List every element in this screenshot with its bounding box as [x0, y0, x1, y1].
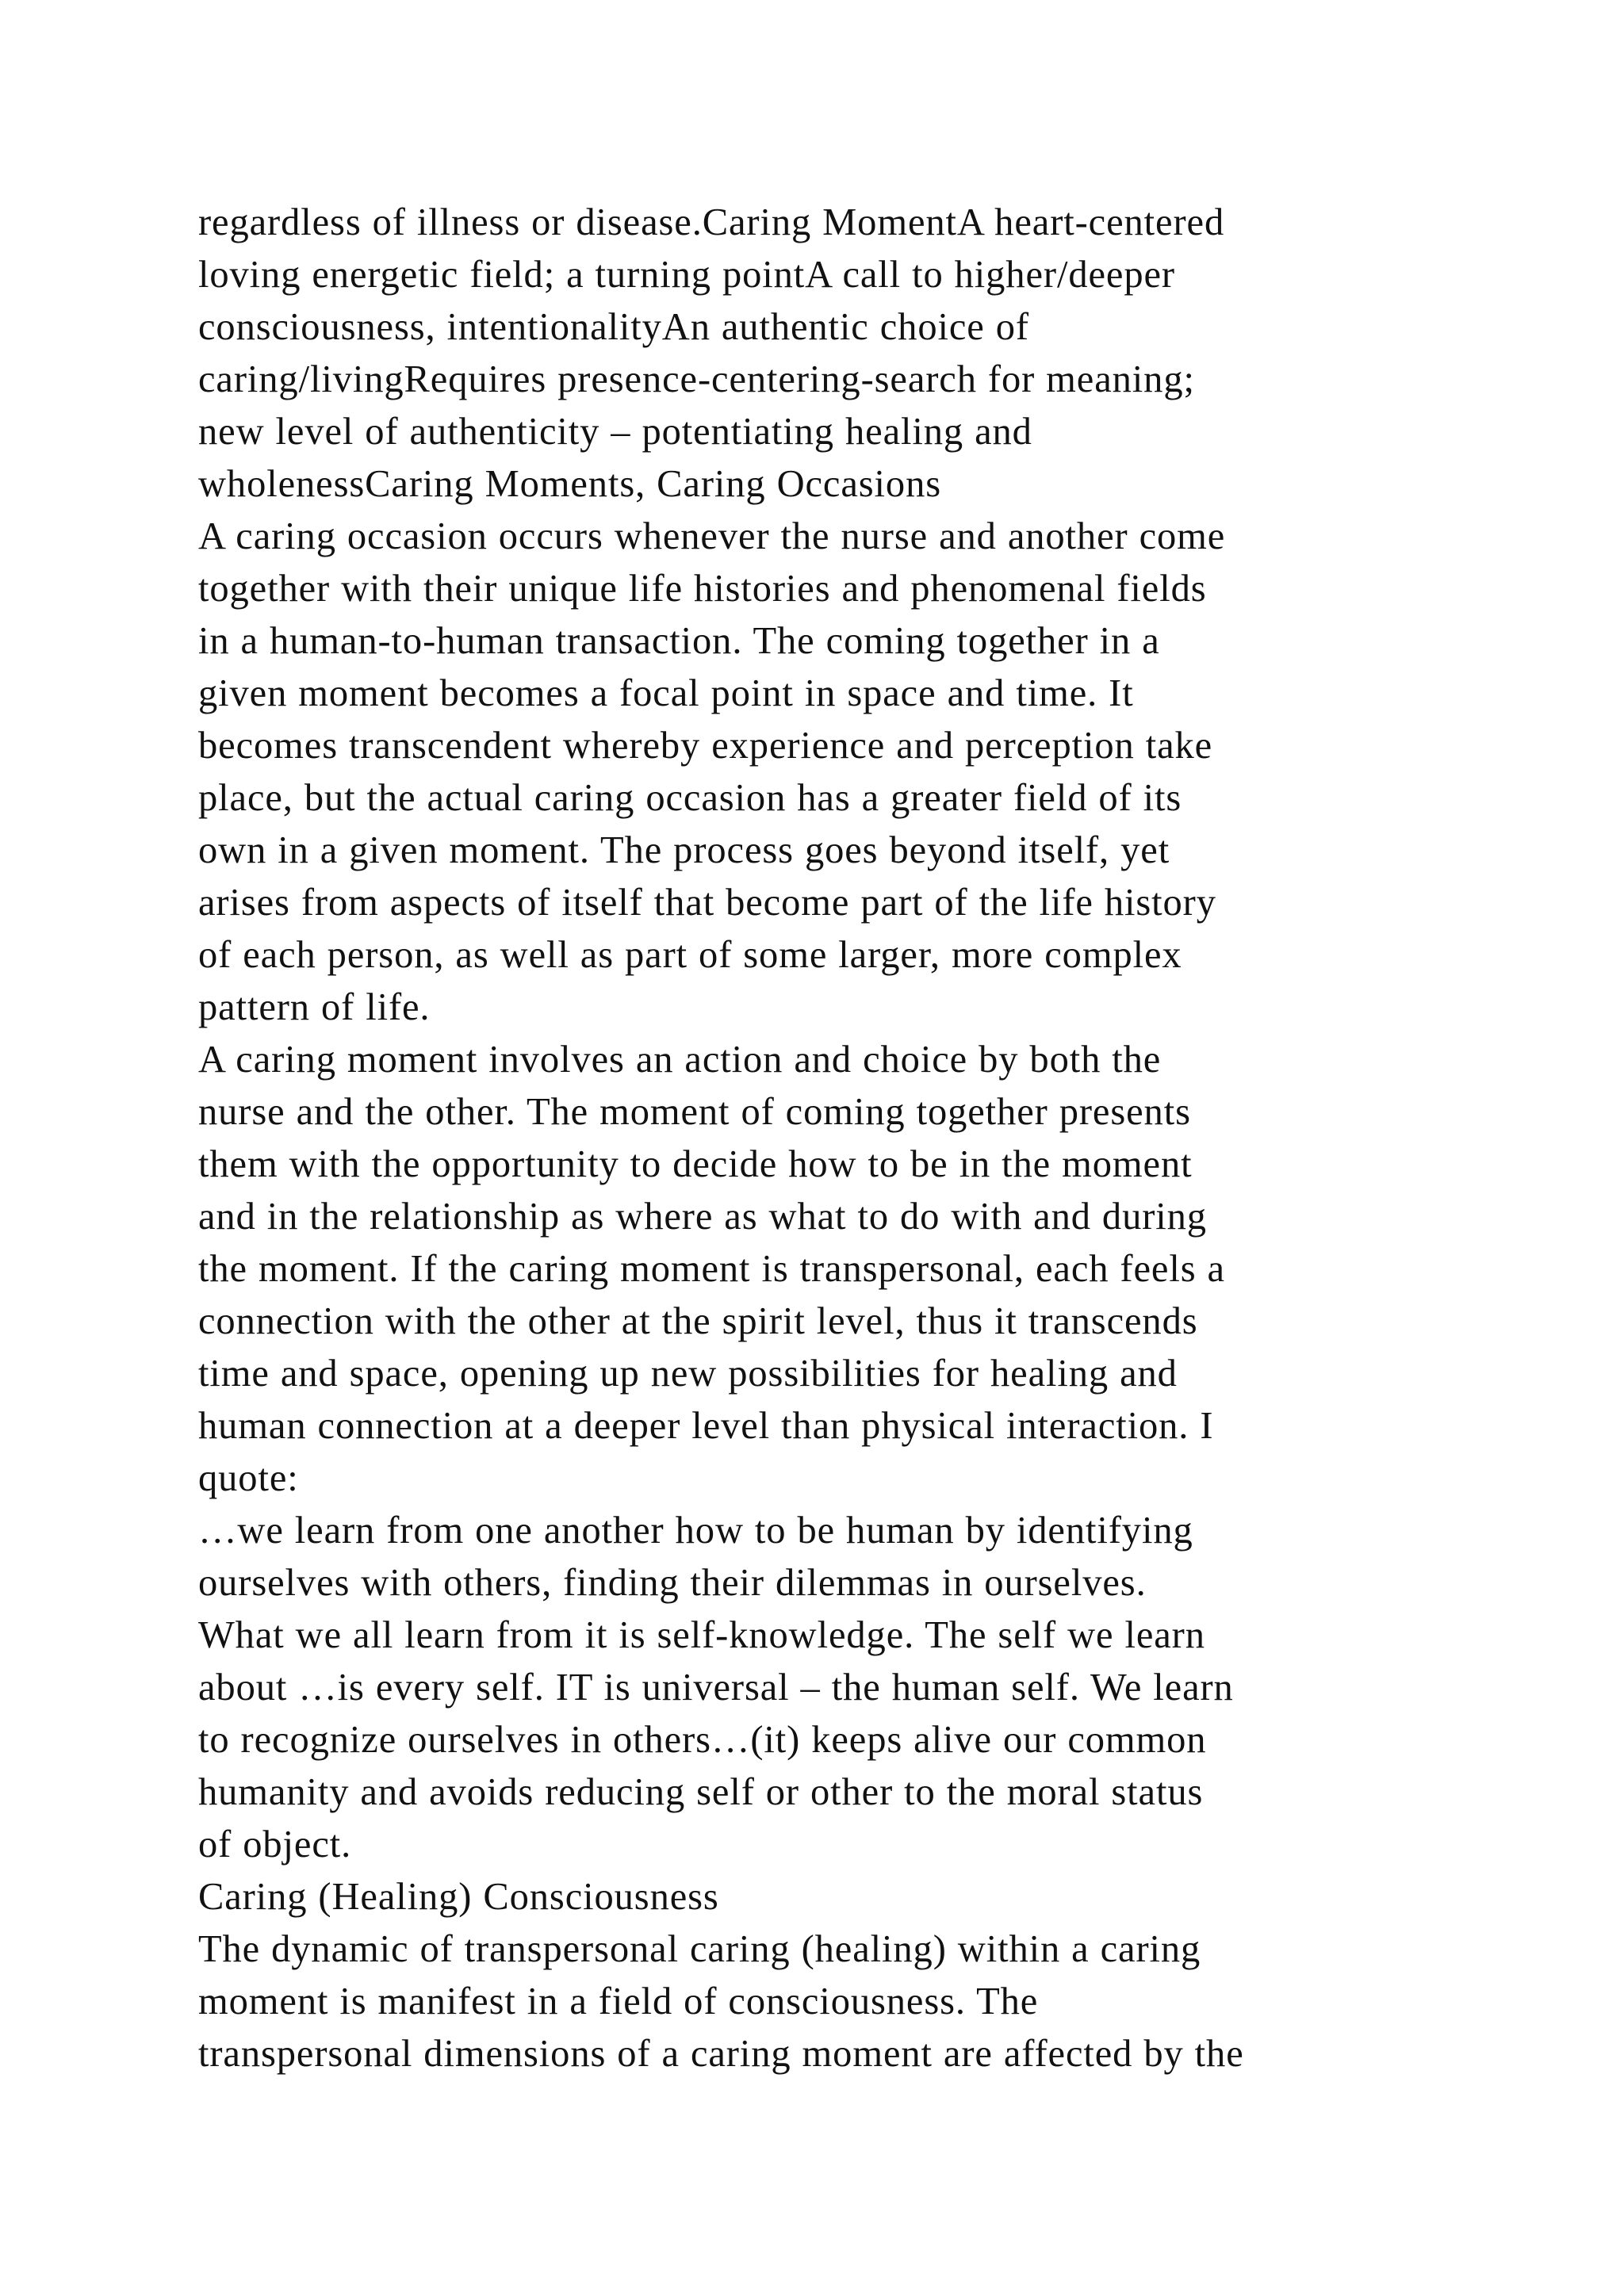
section-heading: Caring (Healing) Consciousness	[198, 1876, 719, 1918]
text-line: given moment becomes a focal point in space and time. It	[198, 672, 1134, 714]
text-line: moment is manifest in a field of consciousness. The	[198, 1980, 1039, 2022]
text-line: arises from aspects of itself that become part of the life history	[198, 882, 1216, 924]
text-line: of each person, as well as part of some larger, more complex	[198, 934, 1182, 976]
text-line: humanity and avoids reducing self or other to the moral status	[198, 1771, 1204, 1813]
text-line: ourselves with others, finding their dilemmas in ourselves.	[198, 1562, 1147, 1604]
text-line: What we all learn from it is self-knowledge. The self we learn	[198, 1614, 1205, 1656]
text-line: The dynamic of transpersonal caring (healing) within a caring	[198, 1928, 1201, 1970]
text-line: about …is every self. IT is universal – the human self. We learn	[198, 1667, 1234, 1709]
text-line: and in the relationship as where as what to do with and during	[198, 1196, 1207, 1238]
text-line: wholenessCaring Moments, Caring Occasions	[198, 463, 942, 505]
text-line: quote:	[198, 1457, 299, 1499]
text-line: own in a given moment. The process goes beyond itself, yet	[198, 829, 1170, 871]
text-line: A caring occasion occurs whenever the nurse and another come	[198, 515, 1226, 557]
text-line: loving energetic field; a turning pointA call to higher/deeper	[198, 254, 1175, 296]
text-line: A caring moment involves an action and choice by both the	[198, 1039, 1162, 1081]
text-line: caring/livingRequires presence-centering-search for meaning;	[198, 358, 1195, 400]
text-line: time and space, opening up new possibilities for healing and	[198, 1353, 1178, 1395]
text-line: regardless of illness or disease.Caring MomentA heart-centered	[198, 201, 1225, 243]
text-line: new level of authenticity – potentiating healing and	[198, 411, 1032, 453]
text-line: human connection at a deeper level than physical interaction. I	[198, 1405, 1214, 1447]
text-line: them with the opportunity to decide how to be in the moment	[198, 1143, 1193, 1185]
text-line: the moment. If the caring moment is transpersonal, each feels a	[198, 1248, 1225, 1290]
text-line: connection with the other at the spirit level, thus it transcends	[198, 1300, 1198, 1342]
document-body-text	[198, 197, 1515, 2080]
text-line: nurse and the other. The moment of coming together presents	[198, 1091, 1191, 1133]
text-line: place, but the actual caring occasion has a greater field of its	[198, 777, 1182, 819]
text-line: pattern of life.	[198, 986, 431, 1028]
text-line: to recognize ourselves in others…(it) keeps alive our common	[198, 1719, 1207, 1761]
text-line: together with their unique life histories and phenomenal fields	[198, 568, 1207, 610]
text-line: transpersonal dimensions of a caring moment are affected by the	[198, 2033, 1244, 2075]
text-line: …we learn from one another how to be human by identifying	[198, 1510, 1193, 1552]
text-line: consciousness, intentionalityAn authentic choice of	[198, 306, 1029, 348]
text-line: of object.	[198, 1823, 352, 1866]
text-line: becomes transcendent whereby experience and perception take	[198, 725, 1213, 767]
text-line: in a human-to-human transaction. The coming together in a	[198, 620, 1160, 662]
